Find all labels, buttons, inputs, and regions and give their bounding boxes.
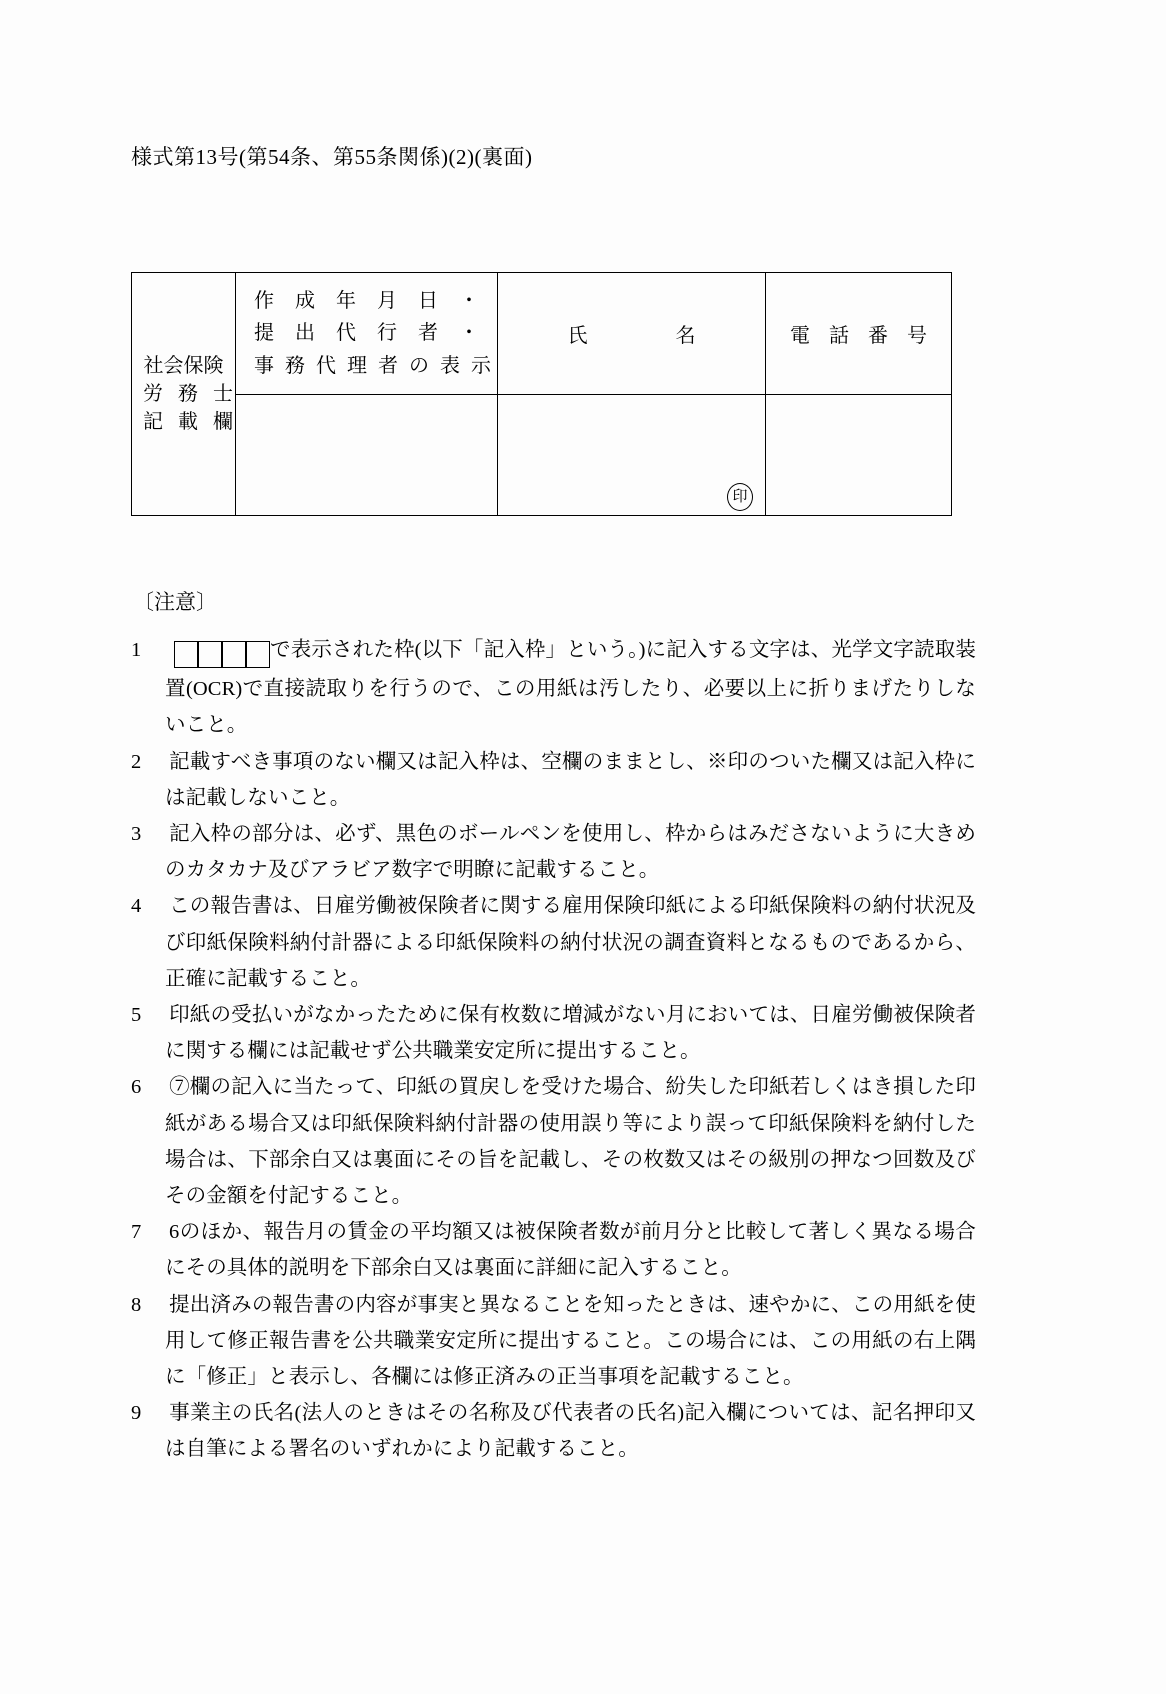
sharoushi-label-line2: 労 務 士 <box>143 382 238 405</box>
note-text <box>165 888 976 997</box>
note-text <box>165 632 976 744</box>
ocr-box <box>222 641 246 668</box>
note-text <box>165 1069 976 1214</box>
notes-list <box>131 632 976 1468</box>
note-number: 2 <box>131 750 142 773</box>
ocr-box <box>174 641 198 668</box>
note-body-text: 記入枠の部分は、必ず、黒色のボールペンを使用し、枠からはみださないように大きめのカタカナ及びアラビア数字で明瞭に記載すること。 <box>165 823 976 882</box>
note-item <box>131 1395 976 1467</box>
field-telephone-entry[interactable] <box>766 395 952 516</box>
note-item <box>131 816 976 888</box>
table-entry-row <box>132 395 952 516</box>
note-number: 1 <box>131 639 142 661</box>
note-text <box>165 816 976 888</box>
note-item <box>131 1214 976 1286</box>
note-text <box>165 1287 976 1396</box>
sharoushi-label-line3: 記 載 欄 <box>143 411 238 434</box>
note-number: 9 <box>131 1402 142 1425</box>
note-number: 6 <box>131 1076 142 1099</box>
field-display-entry[interactable] <box>236 395 498 516</box>
table-header-row <box>132 273 952 395</box>
note-body-text: ⑦欄の記入に当たって、印紙の買戻しを受けた場合、紛失した印紙若しくはき損した印紙がある場合又は印紙保険料納付計器の使用誤り等により誤って印紙保険料を納付した場合は、下部余白又は裏面にその旨を記載し、その枚数又はその級別の押なつ回数及びその金額を付記すること。 <box>165 1076 976 1208</box>
note-item <box>131 632 976 744</box>
note-item <box>131 997 976 1069</box>
cell-header-display <box>236 273 498 395</box>
cell-header-name <box>498 273 766 395</box>
field-name-entry[interactable] <box>498 395 766 516</box>
note-body-text: この報告書は、日雇労働被保険者に関する雇用保険印紙による印紙保険料の納付状況及び印紙保険料納付計器による印紙保険料の納付状況の調査資料となるものであるから、正確に記載すること。 <box>165 895 976 990</box>
cell-header-telephone <box>766 273 952 395</box>
note-text <box>165 997 976 1069</box>
sharoushi-entry-table <box>131 272 952 516</box>
note-body-text: 事業主の氏名(法人のときはその名称及び代表者の氏名)記入欄については、記名押印又は自筆による署名のいずれかにより記載すること。 <box>165 1402 976 1461</box>
note-number: 4 <box>131 895 142 918</box>
note-body-text: 6のほか、報告月の賃金の平均額又は被保険者数が前月分と比較して著しく異なる場合にその具体的説明を下部余白又は裏面に詳細に記入すること。 <box>165 1221 976 1280</box>
header-display-line3: 事 務 代 理 者 の 表 示 <box>254 354 494 377</box>
ocr-box <box>198 641 222 668</box>
note-text <box>165 744 976 816</box>
note-body-text: 印紙の受払いがなかったために保有枚数に増減がない月においては、日雇労働被保険者に関する欄には記載せず公共職業安定所に提出すること。 <box>165 1004 976 1063</box>
note-number: 8 <box>131 1293 142 1316</box>
ocr-box <box>246 641 270 668</box>
note-body-text: 提出済みの報告書の内容が事実と異なることを知ったときは、速やかに、この用紙を使用して修正報告書を公共職業安定所に提出すること。この場合には、この用紙の右上隅に「修正」と表示し、各欄には修正済みの正当事項を記載すること。 <box>165 1293 976 1389</box>
note-item <box>131 1069 976 1214</box>
header-name-label: 氏 名 <box>567 325 730 348</box>
notes-heading: 〔注意〕 <box>133 590 217 614</box>
note-number: 3 <box>131 823 142 846</box>
header-display-line2: 提 出 代 行 者 ・ <box>254 322 487 345</box>
ocr-entry-boxes <box>174 635 270 671</box>
note-text <box>165 1395 976 1467</box>
note-item <box>131 744 976 816</box>
note-body-text: で表示された枠(以下「記入枠」という。)に記入する文字は、光学文字読取装置(OCR)で直接読取りを行うので、この用紙は汚したり、必要以上に折りまげたりしないこと。 <box>165 639 976 737</box>
cell-sharoushi-label <box>132 273 236 516</box>
note-item <box>131 1287 976 1396</box>
header-telephone-label: 電 話 番 号 <box>790 325 934 348</box>
note-body-text: 記載すべき事項のない欄又は記入枠は、空欄のままとし、※印のついた欄又は記入枠には記載しないこと。 <box>165 750 976 809</box>
header-display-line1: 作 成 年 月 日 ・ <box>254 290 487 312</box>
sharoushi-label-line1: 社会保険 <box>143 354 224 377</box>
form-number-heading: 様式第13号(第54条、第55条関係)(2)(裏面) <box>131 145 533 169</box>
seal-icon: 印 <box>727 483 753 511</box>
note-number: 5 <box>131 1004 142 1027</box>
note-text <box>165 1214 976 1286</box>
note-number: 7 <box>131 1221 142 1244</box>
note-item <box>131 888 976 997</box>
